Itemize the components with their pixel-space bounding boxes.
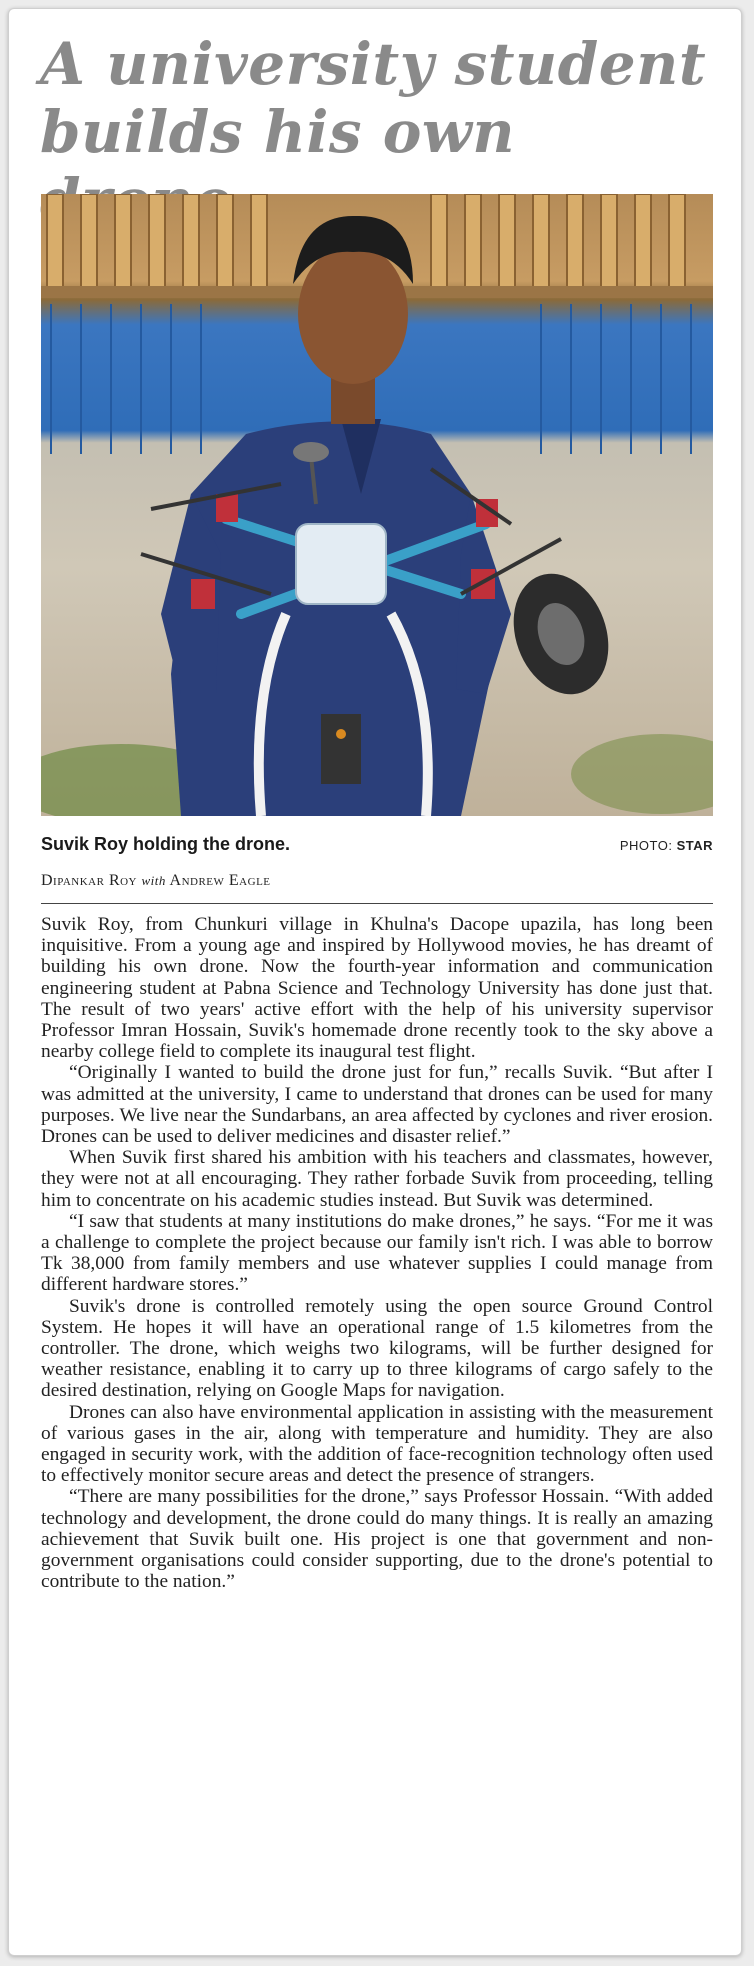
byline-author: Dipankar Roy — [41, 872, 137, 889]
byline-divider — [41, 903, 713, 904]
article-paragraph: Drones can also have environmental application in assisting with the measurement of various gases in the air, along with temperature and humidity. They are also engaged in security work, with the addition of face-recognition technology often used to effectively monitor secure areas and detect the presence of strangers. — [41, 1401, 713, 1487]
photo-caption-row — [41, 834, 713, 858]
article-paragraph: “I saw that students at many institutions do make drones,” he says. “For me it was a challenge to complete the project because our family isn't rich. I was able to borrow Tk 38,000 from family members and use whatever supplies I could manage from different hardware stores.” — [41, 1210, 713, 1296]
photo-caption: Suvik Roy holding the drone. — [41, 834, 291, 854]
photo-credit-prefix: PHOTO: — [619, 838, 673, 853]
drone-photo-illustration — [41, 194, 713, 816]
article-body — [41, 914, 713, 1593]
article-paragraph: “Originally I wanted to build the drone just for fun,” recalls Suvik. “But after I was admitted at the university, I came to understand that drones can be used for many purposes. We live near the Sundarbans, an area affected by cyclones and river erosion. Drones can be used to deliver medicines and disaster relief.” — [41, 1062, 713, 1148]
headline: A university student builds his own — [40, 30, 707, 166]
byline-with: with — [141, 873, 166, 888]
photo-credit — [620, 838, 713, 853]
article-paragraph: “There are many possibilities for the drone,” says Professor Hossain. “With added technology and development, the drone could do many things. It is really an amazing achievement that Suvik built one. His project is one that government and non-government organisations could consider supporting, due to the drone's potential to contribute to the nation.” — [41, 1486, 713, 1593]
byline — [41, 872, 271, 890]
article-paragraph: Suvik Roy, from Chunkuri village in Khulna's Dacope upazila, has long been inquisitive. From a young age and inspired by Hollywood movies, he has dreamt of building his own drone. Now the fourth-year information and communication engineering student at Pabna Science and Technology University has done just that. The result of two years' active effort with the help of his university supervisor Professor Imran Hossain, Suvik's homemade drone recently took to the sky above a nearby college field to complete its inaugural test flight. — [41, 914, 713, 1063]
byline-coauthor: Andrew Eagle — [169, 872, 271, 889]
article-paragraph: Suvik's drone is controlled remotely using the open source Ground Control System. He hopes it will have an operational range of 1.5 kilometres from the controller. The drone, which weighs two kilograms, will be further designed for weather resistance, enabling it to carry up to three kilograms of cargo safely to the desired destination, relying on Google Maps for navigation. — [41, 1295, 713, 1402]
photo-credit-source: STAR — [676, 838, 713, 853]
article-photo — [41, 194, 713, 816]
article-paragraph: When Suvik first shared his ambition with his teachers and classmates, however, they were not at all encouraging. They rather forbade Suvik from proceeding, telling him to concentrate on his academic studies instead. But Suvik was determined. — [41, 1147, 713, 1211]
